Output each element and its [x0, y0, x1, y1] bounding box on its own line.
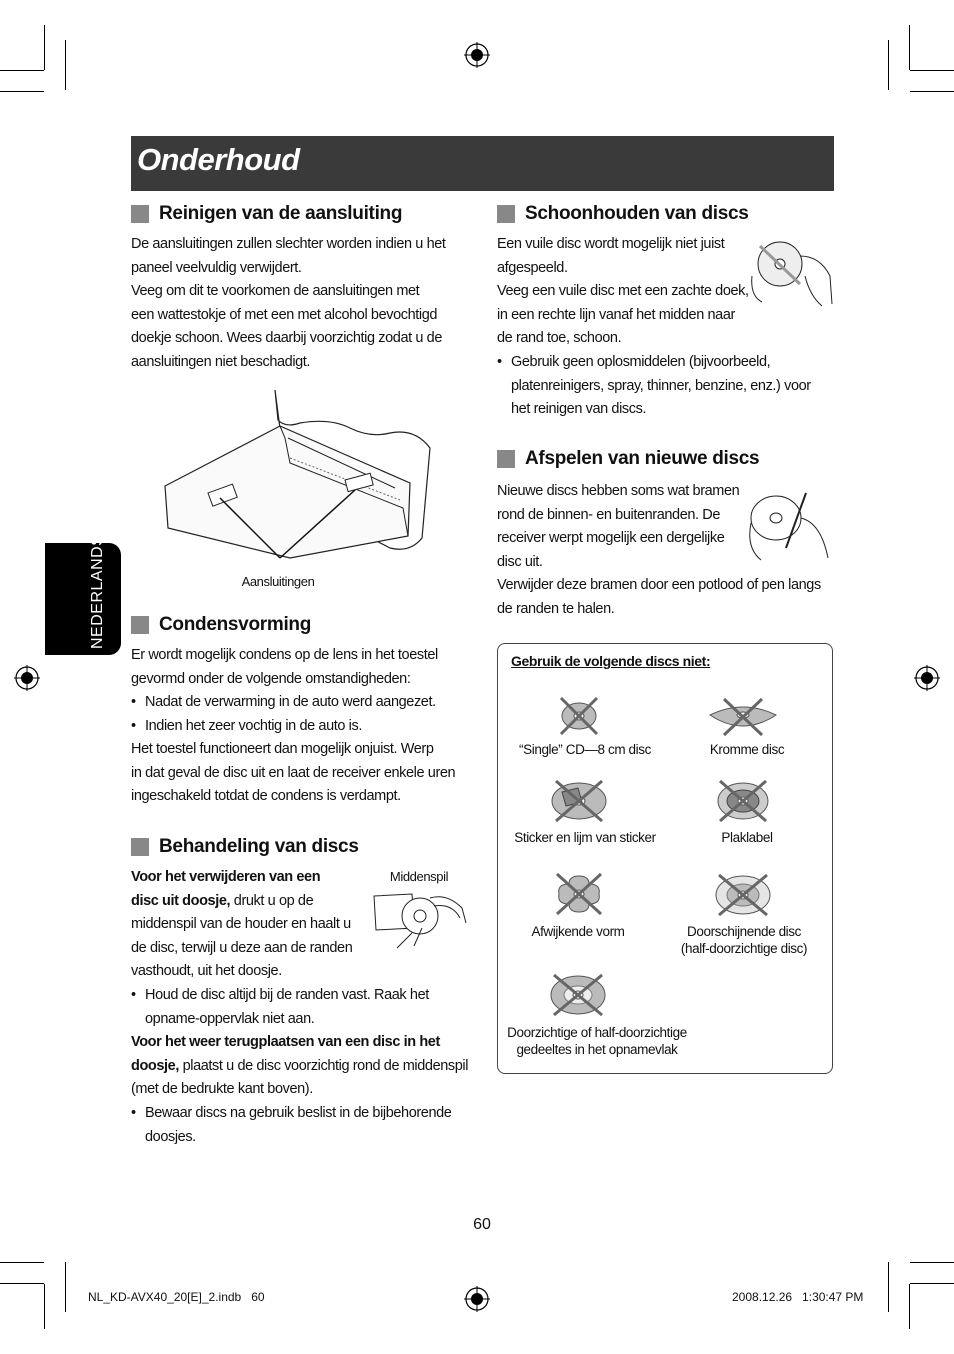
- text-line: in dat geval de disc uit en laat de receiver enkele uren: [131, 764, 456, 781]
- text-line: receiver werpt mogelijk een dergelijke: [497, 530, 725, 547]
- text-line: Veeg een vuile disc met een zachte doek,: [497, 283, 749, 300]
- crop-mark: [910, 91, 954, 92]
- condens-bullet: • Indien het zeer vochtig in de auto is.: [131, 715, 471, 739]
- condens-bullet: • Nadat de verwarming in de auto werd aangezet.: [131, 691, 471, 715]
- heading-square-icon: [131, 838, 149, 856]
- text-line: De aansluitingen zullen slechter worden indien u het: [131, 236, 446, 252]
- odd-shape-disc-crossed-icon: [553, 872, 605, 916]
- footer-file-info: NL_KD-AVX40_20[E]_2.indb 60: [88, 1290, 265, 1304]
- text-line: Veeg om dit te voorkomen de aansluitingen met: [131, 283, 420, 300]
- heading-text: Behandeling van discs: [159, 836, 359, 857]
- text-line: Er wordt mogelijk condens op de lens in het toestel: [131, 647, 438, 663]
- heading-text: Schoonhouden van discs: [525, 203, 749, 224]
- text-line: gevormd onder de volgende omstandigheden:: [131, 670, 411, 687]
- bold-text: doosje,: [131, 1057, 179, 1074]
- text-line: ingeschakeld totdat de condens is verdampt.: [131, 788, 401, 805]
- behandeling-p1: [131, 866, 352, 984]
- section-heading-condens: [131, 614, 311, 636]
- text-span: drukt u op de: [230, 892, 314, 909]
- text-line: Doorzichtige of half-doorzichtige: [507, 1025, 687, 1040]
- schoon-bullet: • Gebruik geen oplosmiddelen (bijvoorbeeld, platenreinigers, spray, thinner, benzine, enz.) voor het reinigen van discs.: [497, 351, 832, 423]
- text-span: plaatst u de disc voorzichtig rond de middenspil: [178, 1057, 469, 1074]
- schoon-text: [497, 233, 749, 351]
- behandeling-bullet: • Houd de disc altijd bij de randen vast. Raak het opname-oppervlak niet aan.: [131, 984, 471, 1032]
- disc-caption-single-cd: “Single” CD—8 cm disc: [519, 742, 651, 757]
- text-line: Gebruik geen oplosmiddelen (bijvoorbeeld,: [511, 354, 771, 370]
- disc-caption-doorzichtig: [503, 1025, 691, 1057]
- registration-mark-icon: [14, 665, 40, 691]
- crop-mark: [44, 25, 45, 70]
- crop-mark: [65, 40, 66, 90]
- crop-mark: [0, 91, 44, 92]
- small-disc-crossed-icon: [557, 695, 601, 737]
- text-line: de rand toe, schoon.: [497, 330, 622, 347]
- text-line: opname-oppervlak niet aan.: [145, 1010, 315, 1027]
- disc-caption-doorschijnend: [666, 924, 822, 956]
- crop-mark: [888, 40, 889, 90]
- crop-mark: [0, 1283, 44, 1284]
- bullet-text: [145, 984, 429, 1031]
- disc-case-hand-illustration: [372, 888, 468, 950]
- disc-caption-afwijkend: Afwijkende vorm: [531, 924, 625, 939]
- figure-label-middenspil: Middenspil: [389, 869, 449, 884]
- text-line: de disc, terwijl u deze aan de randen: [131, 939, 353, 956]
- bullet-text: [511, 351, 811, 422]
- crop-mark: [910, 1262, 954, 1263]
- disc-caption-sticker: Sticker en lijm van sticker: [514, 830, 656, 845]
- nieuw-text: [497, 480, 821, 622]
- text-line: [131, 890, 352, 914]
- section-heading-behandeling: [131, 836, 359, 858]
- heading-text: Condensvorming: [159, 614, 312, 635]
- section-heading-schoon: [497, 203, 749, 225]
- heading-square-icon: [131, 205, 149, 223]
- heading-text: Afspelen van nieuwe discs: [525, 448, 760, 469]
- bold-line: Voor het weer terugplaatsen van een disc in het: [131, 1034, 440, 1050]
- text-line: gedeeltes in het opnamevlak: [516, 1042, 678, 1057]
- text-line: Bewaar discs na gebruik beslist in de bijbehorende: [145, 1105, 452, 1121]
- panel-connector-illustration: [160, 388, 440, 568]
- bold-text: disc uit doosje,: [131, 892, 231, 909]
- section-heading-reinigen: [131, 203, 402, 225]
- text-line: [131, 1055, 476, 1079]
- crop-mark: [0, 1262, 44, 1263]
- behandeling-bullet: • Bewaar discs na gebruik beslist in de bijbehorende doosjes.: [131, 1102, 471, 1150]
- text-line: middenspil van de houder en haalt u: [131, 916, 351, 933]
- figure-label-aansluitingen: Aansluitingen: [241, 574, 315, 589]
- bullet-text: [145, 1102, 451, 1149]
- partially-transparent-disc-crossed-icon: [548, 972, 608, 1018]
- text-line: vasthoudt, uit het doosje.: [131, 963, 282, 980]
- box-heading: Gebruik de volgende discs niet:: [511, 653, 711, 669]
- page-number: 60: [473, 1216, 491, 1233]
- text-line: (half-doorzichtige disc): [680, 941, 808, 956]
- crop-mark: [0, 70, 44, 71]
- condens-intro: [131, 644, 438, 691]
- bullet-text: Indien het zeer vochtig in de auto is.: [145, 718, 362, 734]
- condens-outro: [131, 738, 455, 809]
- crop-mark: [910, 70, 954, 71]
- heading-square-icon: [497, 450, 515, 468]
- text-line: het reinigen van discs.: [511, 401, 647, 418]
- crop-mark: [909, 1284, 910, 1329]
- disc-cleaning-illustration: [750, 236, 836, 312]
- heading-text: Reinigen van de aansluiting: [159, 203, 403, 224]
- language-tab: [45, 534, 121, 655]
- crop-mark: [65, 1262, 66, 1312]
- warped-disc-crossed-icon: [706, 697, 780, 737]
- transparent-disc-crossed-icon: [713, 872, 773, 918]
- section-heading-nieuw: [497, 448, 759, 470]
- sticker-disc-crossed-icon: [548, 778, 610, 824]
- text-line: Verwijder deze bramen door een potlood of pen langs: [497, 577, 821, 594]
- text-line: aansluitingen niet beschadigt.: [131, 353, 311, 370]
- heading-square-icon: [131, 616, 149, 634]
- text-line: disc uit.: [497, 553, 543, 570]
- text-line: rond de binnen- en buitenranden. De: [497, 506, 721, 523]
- text-line: afgespeeld.: [497, 259, 568, 276]
- text-line: doekje schoon. Wees daarbij voorzichtig zodat u de: [131, 330, 443, 347]
- text-line: in een rechte lijn vanaf het midden naar: [497, 306, 735, 323]
- language-tab-label: NEDERLANDS: [89, 534, 106, 649]
- reinigen-text: [131, 233, 446, 375]
- text-line: paneel veelvuldig verwijdert.: [131, 259, 302, 276]
- text-line: (met de bedrukte kant boven).: [131, 1081, 313, 1098]
- text-line: Houd de disc altijd bij de randen vast. Raak het: [145, 987, 429, 1003]
- page-title: Onderhoud: [137, 142, 300, 177]
- title-bar: [131, 136, 834, 191]
- disc-caption-plaklabel: Plaklabel: [721, 830, 773, 845]
- disc-caption-kromme: Kromme disc: [709, 742, 785, 757]
- text-line: platenreinigers, spray, thinner, benzine, enz.) voor: [511, 377, 811, 394]
- registration-mark-icon: [464, 1286, 490, 1312]
- text-line: de randen te halen.: [497, 600, 615, 617]
- label-disc-crossed-icon: [714, 778, 772, 824]
- crop-mark: [910, 1283, 954, 1284]
- text-line: Doorschijnende disc: [687, 924, 801, 939]
- behandeling-p2: [131, 1031, 476, 1102]
- footer-timestamp: 2008.12.26 1:30:47 PM: [732, 1290, 864, 1304]
- crop-mark: [888, 1262, 889, 1312]
- text-line: Een vuile disc wordt mogelijk niet juist: [497, 236, 725, 252]
- bullet-text: Nadat de verwarming in de auto werd aangezet.: [145, 694, 436, 710]
- text-line: Nieuwe discs hebben soms wat bramen: [497, 483, 740, 499]
- registration-mark-icon: [914, 665, 940, 691]
- text-line: een wattestokje of met een met alcohol bevochtigd: [131, 306, 438, 323]
- crop-mark: [909, 25, 910, 70]
- text-line: Het toestel functioneert dan mogelijk onjuist. Werp: [131, 741, 434, 757]
- bold-line: Voor het verwijderen van een: [131, 869, 321, 885]
- crop-mark: [44, 1284, 45, 1329]
- registration-mark-icon: [464, 42, 490, 68]
- heading-square-icon: [497, 205, 515, 223]
- text-line: doosjes.: [145, 1128, 196, 1145]
